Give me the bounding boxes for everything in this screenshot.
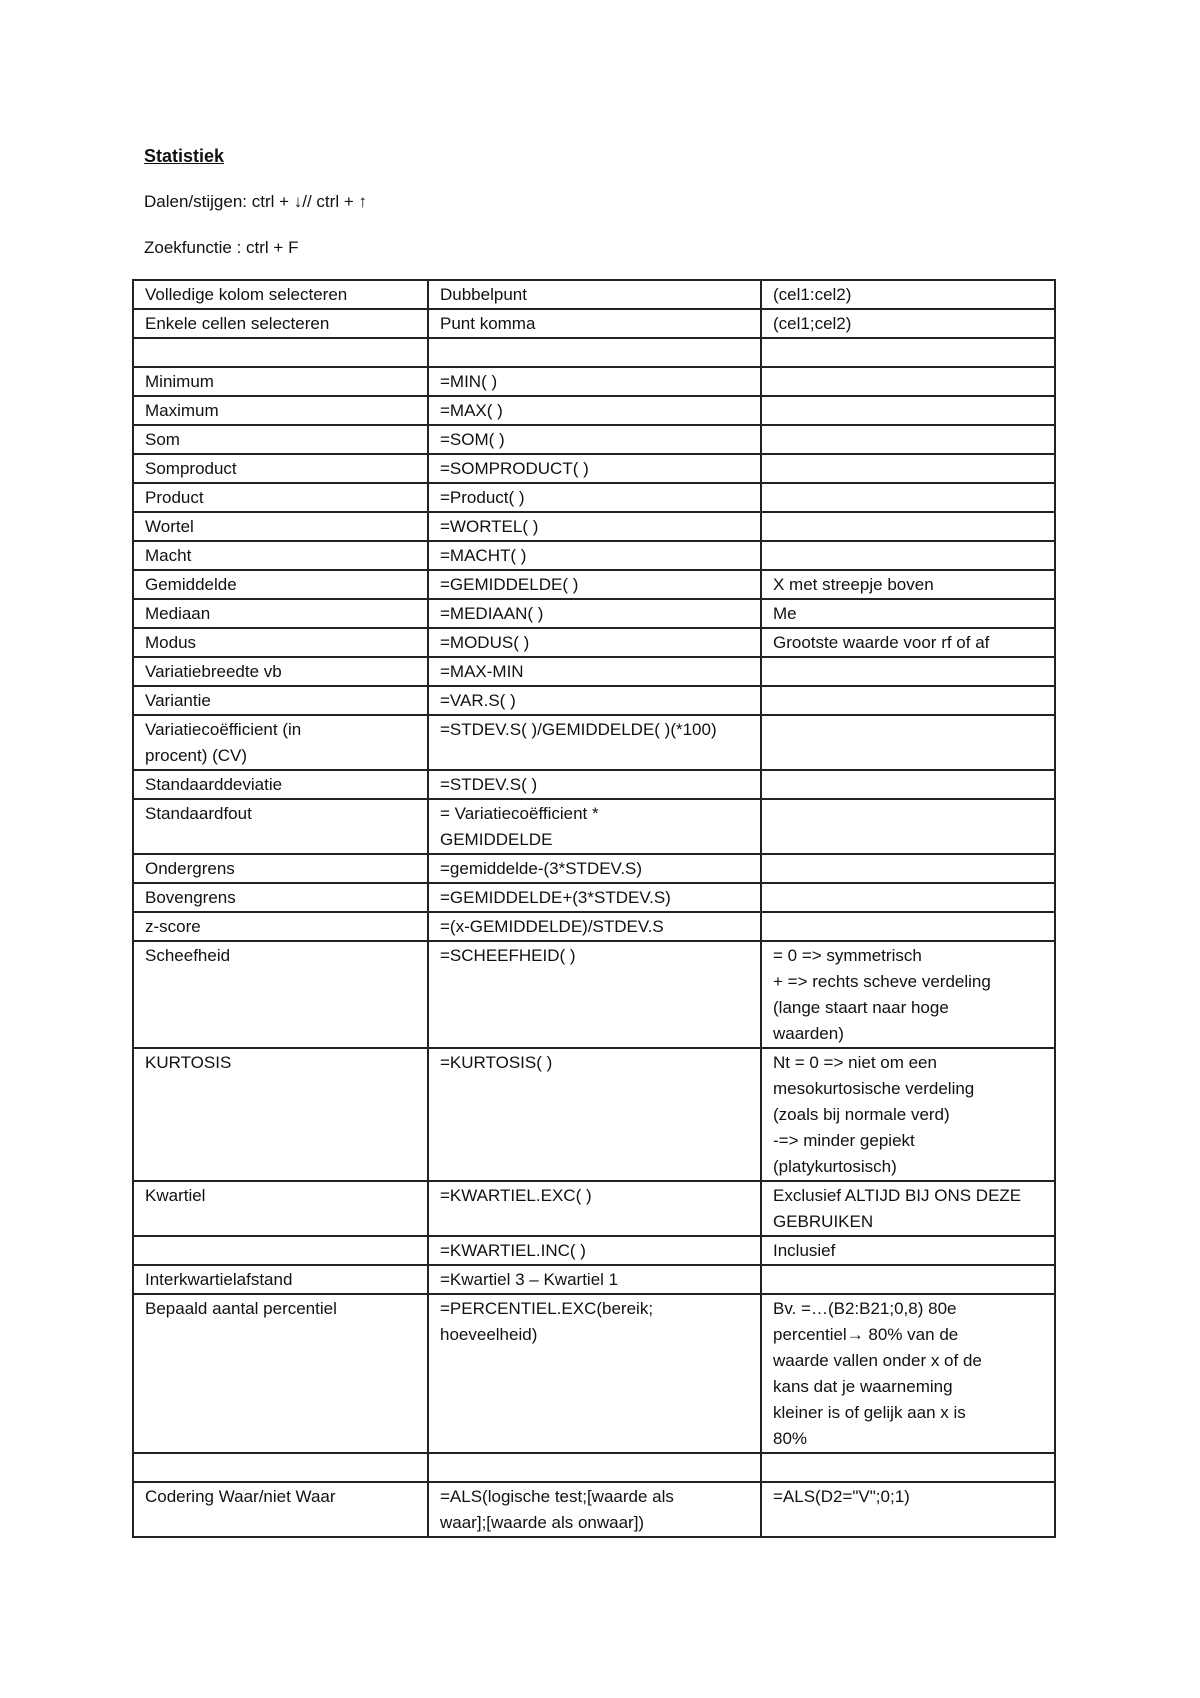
cell-line: Inclusief [773,1241,836,1260]
formula-cell [428,425,761,454]
cell-line [773,1267,1043,1293]
term-cell [133,686,428,715]
note-cell [761,599,1055,628]
cell-line: Bepaald aantal percentiel [145,1299,337,1318]
cell-line: Exclusief ALTIJD BIJ ONS DEZE [773,1186,1022,1205]
cell-line: =KURTOSIS( ) [440,1053,553,1072]
table-row [133,883,1055,912]
table-row [133,541,1055,570]
cell-line: =MIN( ) [440,372,498,391]
cell-line [773,688,1043,714]
note-cell [761,883,1055,912]
cell-line: -=> minder gepiekt [773,1131,915,1150]
term-cell [133,367,428,396]
cell-line [773,340,1043,366]
note-cell [761,657,1055,686]
cell-line: =MACHT( ) [440,546,527,565]
table-row [133,396,1055,425]
cell-line: Scheefheid [145,946,231,965]
term-cell [133,628,428,657]
table-row [133,1482,1055,1537]
term-cell [133,338,428,367]
formula-cell [428,941,761,1048]
cell-line [773,369,1043,395]
cell-line: (cel1;cel2) [773,314,852,333]
note-cell [761,367,1055,396]
formula-cell [428,454,761,483]
cell-line: =GEMIDDELDE+(3*STDEV.S) [440,888,671,907]
note-cell [761,338,1055,367]
formula-cell [428,854,761,883]
note-cell [761,770,1055,799]
cell-line: waarde vallen onder x of de [773,1351,982,1370]
cell-line: Bv. =…(B2:B21;0,8) 80e [773,1299,957,1318]
note-cell [761,1236,1055,1265]
formula-cell [428,541,761,570]
cell-line: =gemiddelde-(3*STDEV.S) [440,859,643,878]
term-cell [133,883,428,912]
note-cell [761,454,1055,483]
cell-line: =WORTEL( ) [440,517,539,536]
cell-line: 80% [773,1429,808,1448]
formula-table-body [133,280,1055,1537]
table-row [133,770,1055,799]
cell-line: (platykurtosisch) [773,1157,897,1176]
cell-line: (cel1:cel2) [773,285,852,304]
table-row [133,338,1055,367]
cell-line: GEBRUIKEN [773,1212,874,1231]
cell-line: z-score [145,917,201,936]
note-cell [761,1181,1055,1236]
cell-line: mesokurtosische verdeling [773,1079,975,1098]
term-cell [133,1265,428,1294]
term-cell [133,770,428,799]
cell-line: Codering Waar/niet Waar [145,1487,336,1506]
formula-cell [428,280,761,309]
cell-line [773,427,1043,453]
cell-line: =SCHEEFHEID( ) [440,946,576,965]
note-cell [761,541,1055,570]
term-cell [133,599,428,628]
cell-line [773,914,1043,940]
term-cell [133,1482,428,1537]
table-row [133,657,1055,686]
table-row [133,912,1055,941]
formula-cell [428,1181,761,1236]
cell-line: + => rechts scheve verdeling [773,972,991,991]
formula-cell [428,367,761,396]
term-cell [133,1453,428,1482]
cell-line [773,772,1043,798]
cell-line: Mediaan [145,604,211,623]
cell-line: Variatiebreedte vb [145,662,282,681]
term-cell [133,1048,428,1181]
note-cell [761,628,1055,657]
cell-line: Product [145,488,204,507]
term-cell [133,854,428,883]
term-cell [133,1294,428,1453]
note-cell [761,570,1055,599]
cell-line: KURTOSIS [145,1053,232,1072]
cell-line: GEMIDDELDE [440,830,553,849]
cell-line: =MODUS( ) [440,633,530,652]
cell-line: Modus [145,633,197,652]
note-cell [761,1453,1055,1482]
formula-cell [428,883,761,912]
note-cell [761,280,1055,309]
cell-line [773,717,1043,743]
cell-line [773,856,1043,882]
term-cell [133,309,428,338]
note-cell [761,425,1055,454]
cell-line [440,1455,749,1481]
cell-line: = Variatiecoëfficient * [440,804,599,823]
note-cell [761,512,1055,541]
formula-cell [428,599,761,628]
cell-line: Gemiddelde [145,575,237,594]
table-row [133,280,1055,309]
cell-line: kleiner is of gelijk aan x is [773,1403,966,1422]
cell-line [145,1455,416,1481]
cell-line [773,659,1043,685]
note-cell [761,941,1055,1048]
shortcut-line-scroll: Dalen/stijgen: ctrl + ↓// ctrl + ↑ [144,192,367,211]
note-cell [761,1048,1055,1181]
cell-line: Bovengrens [145,888,236,907]
table-row [133,483,1055,512]
cell-line: =STDEV.S( )/GEMIDDELDE( )(*100) [440,720,717,739]
formula-cell [428,1453,761,1482]
cell-line: Variantie [145,691,211,710]
note-cell [761,483,1055,512]
table-row [133,599,1055,628]
table-row [133,512,1055,541]
formula-cell [428,657,761,686]
term-cell [133,1236,428,1265]
term-cell [133,396,428,425]
formula-cell [428,1236,761,1265]
cell-line: Ondergrens [145,859,235,878]
cell-line: =ALS(D2="V";0;1) [773,1487,910,1506]
term-cell [133,912,428,941]
cell-line: percentiel→ 80% van de [773,1325,959,1344]
cell-line: =(x-GEMIDDELDE)/STDEV.S [440,917,664,936]
cell-line: (zoals bij normale verd) [773,1105,950,1124]
cell-line: Interkwartielafstand [145,1270,293,1289]
table-row [133,1048,1055,1181]
cell-line: waarden) [773,1024,844,1043]
formula-cell [428,396,761,425]
cell-line: =ALS(logische test;[waarde als [440,1487,674,1506]
cell-line: =GEMIDDELDE( ) [440,575,579,594]
term-cell [133,280,428,309]
cell-line: = 0 => symmetrisch [773,946,922,965]
cell-line: Variatiecoëfficient (in [145,720,302,739]
cell-line: =MAX-MIN [440,662,524,681]
formula-table [132,279,1056,1538]
formula-cell [428,799,761,854]
cell-line: Punt komma [440,314,536,333]
table-row [133,854,1055,883]
cell-line: Wortel [145,517,194,536]
term-cell [133,454,428,483]
cell-line: Minimum [145,372,214,391]
note-cell [761,715,1055,770]
term-cell [133,715,428,770]
note-cell [761,854,1055,883]
cell-line: =STDEV.S( ) [440,775,538,794]
table-row [133,1453,1055,1482]
formula-cell [428,715,761,770]
note-cell [761,1482,1055,1537]
table-row [133,367,1055,396]
term-cell [133,657,428,686]
term-cell [133,941,428,1048]
cell-line [773,456,1043,482]
term-cell [133,570,428,599]
cell-line: waar];[waarde als onwaar]) [440,1513,645,1532]
cell-line: Kwartiel [145,1186,206,1205]
note-cell [761,396,1055,425]
cell-line: Standaardfout [145,804,252,823]
table-row [133,1236,1055,1265]
term-cell [133,425,428,454]
cell-line: Grootste waarde voor rf of af [773,633,990,652]
cell-line: =MAX( ) [440,401,503,420]
cell-line: procent) (CV) [145,746,248,765]
term-cell [133,1181,428,1236]
cell-line [773,514,1043,540]
table-row [133,799,1055,854]
cell-line: =SOMPRODUCT( ) [440,459,589,478]
cell-line: =VAR.S( ) [440,691,516,710]
cell-line [773,543,1043,569]
term-cell [133,799,428,854]
note-cell [761,1265,1055,1294]
cell-line: hoeveelheid) [440,1325,538,1344]
formula-cell [428,912,761,941]
cell-line: Macht [145,546,192,565]
cell-line: =Kwartiel 3 – Kwartiel 1 [440,1270,619,1289]
page-title: Statistiek [144,146,225,166]
table-row [133,1181,1055,1236]
cell-line: =KWARTIEL.INC( ) [440,1241,586,1260]
formula-cell [428,1482,761,1537]
cell-line: Maximum [145,401,219,420]
cell-line [440,340,749,366]
table-row [133,1265,1055,1294]
cell-line: Dubbelpunt [440,285,527,304]
cell-line [145,340,416,366]
term-cell [133,483,428,512]
cell-line: X met streepje boven [773,575,934,594]
cell-line: kans dat je waarneming [773,1377,953,1396]
cell-line [145,1238,416,1264]
formula-cell [428,628,761,657]
table-row [133,570,1055,599]
formula-cell [428,1265,761,1294]
cell-line: =Product( ) [440,488,525,507]
cell-line: Nt = 0 => niet om een [773,1053,937,1072]
cell-line: =PERCENTIEL.EXC(bereik; [440,1299,654,1318]
term-cell [133,512,428,541]
formula-cell [428,338,761,367]
shortcut-line-search: Zoekfunctie : ctrl + F [144,238,299,257]
formula-cell [428,309,761,338]
note-cell [761,1294,1055,1453]
cell-line: (lange staart naar hoge [773,998,949,1017]
cell-line: Volledige kolom selecteren [145,285,348,304]
formula-cell [428,770,761,799]
cell-line: =KWARTIEL.EXC( ) [440,1186,592,1205]
cell-line [773,1455,1043,1481]
table-row [133,628,1055,657]
note-cell [761,686,1055,715]
note-cell [761,799,1055,854]
cell-line: =MEDIAAN( ) [440,604,544,623]
formula-cell [428,1294,761,1453]
table-row [133,454,1055,483]
cell-line [773,485,1043,511]
table-row [133,1294,1055,1453]
cell-line [773,885,1043,911]
table-row [133,941,1055,1048]
table-row [133,425,1055,454]
cell-line: =SOM( ) [440,430,505,449]
formula-cell [428,512,761,541]
cell-line: Me [773,604,797,623]
table-row [133,686,1055,715]
cell-line: Standaarddeviatie [145,775,283,794]
cell-line: Som [145,430,180,449]
table-row [133,715,1055,770]
formula-cell [428,570,761,599]
formula-cell [428,483,761,512]
cell-line [773,801,1043,827]
formula-cell [428,1048,761,1181]
note-cell [761,912,1055,941]
table-row [133,309,1055,338]
cell-line: Enkele cellen selecteren [145,314,330,333]
note-cell [761,309,1055,338]
formula-cell [428,686,761,715]
cell-line: Somproduct [145,459,237,478]
term-cell [133,541,428,570]
cell-line [773,398,1043,424]
